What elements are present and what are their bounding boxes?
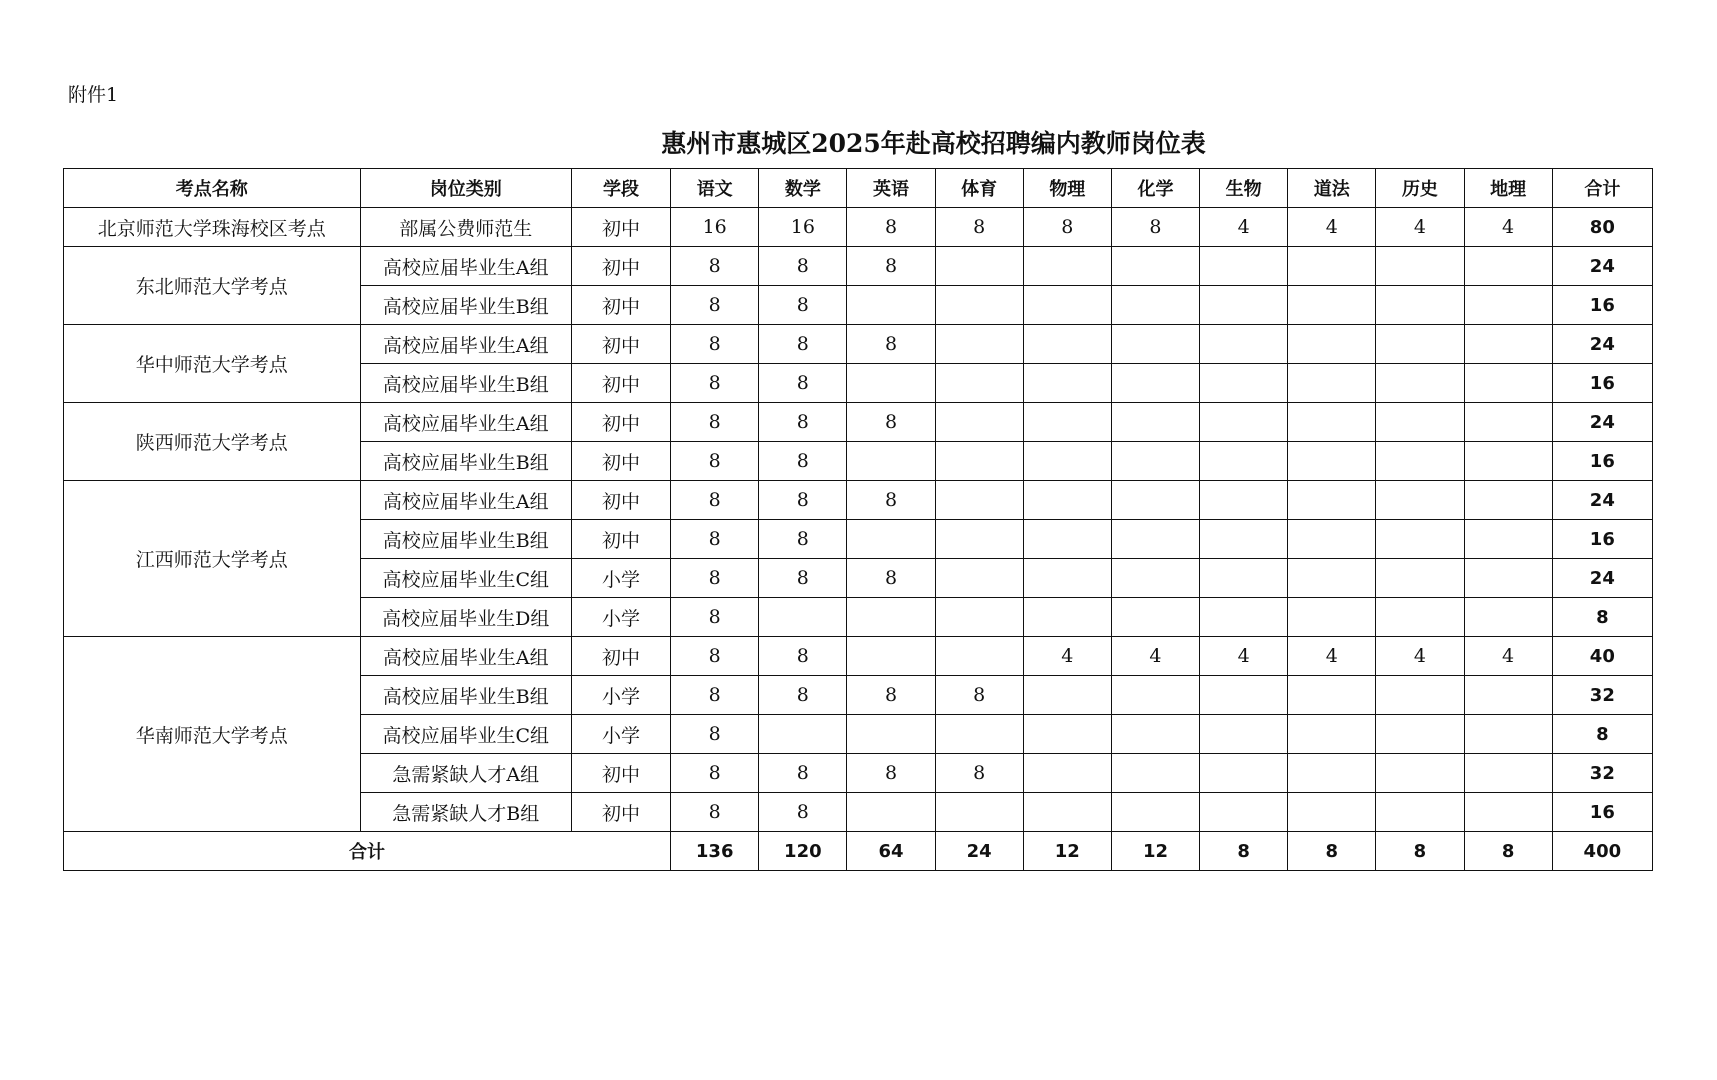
school-stage-cell: 初中 <box>571 364 670 403</box>
subject-count-cell <box>1376 715 1464 754</box>
subject-count-cell <box>1288 715 1376 754</box>
subject-count-cell <box>1023 715 1111 754</box>
subject-count-cell <box>1464 364 1552 403</box>
subject-count-cell: 8 <box>759 637 847 676</box>
subject-count-cell <box>1200 325 1288 364</box>
subject-count-cell <box>1464 481 1552 520</box>
summary-subject-total-cell: 24 <box>935 832 1023 871</box>
subject-count-cell <box>935 442 1023 481</box>
subject-count-cell: 8 <box>671 793 759 832</box>
row-total-cell: 24 <box>1552 481 1652 520</box>
subject-count-cell <box>1376 754 1464 793</box>
school-stage-cell: 初中 <box>571 286 670 325</box>
subject-count-cell: 8 <box>671 520 759 559</box>
subject-count-cell: 8 <box>759 793 847 832</box>
subject-count-cell: 8 <box>847 247 935 286</box>
subject-count-cell <box>1464 676 1552 715</box>
page-title: 惠州市惠城区2025年赴高校招聘编内教师岗位表 <box>661 129 1206 158</box>
subject-count-cell: 8 <box>671 715 759 754</box>
subject-count-cell <box>1200 598 1288 637</box>
header-site: 考点名称 <box>64 169 361 208</box>
header-category: 岗位类别 <box>360 169 571 208</box>
subject-count-cell: 8 <box>759 247 847 286</box>
subject-count-cell <box>1464 442 1552 481</box>
row-total-cell: 32 <box>1552 676 1652 715</box>
subject-count-cell: 8 <box>759 481 847 520</box>
subject-count-cell <box>1023 520 1111 559</box>
subject-count-cell <box>1464 520 1552 559</box>
school-stage-cell: 小学 <box>571 559 670 598</box>
row-total-cell: 8 <box>1552 715 1652 754</box>
subject-count-cell <box>935 481 1023 520</box>
subject-count-cell <box>1200 364 1288 403</box>
subject-count-cell: 8 <box>671 637 759 676</box>
subject-count-cell: 8 <box>1111 208 1199 247</box>
subject-count-cell <box>1023 676 1111 715</box>
subject-count-cell <box>1023 286 1111 325</box>
subject-count-cell: 8 <box>935 208 1023 247</box>
subject-count-cell <box>935 403 1023 442</box>
subject-count-cell: 8 <box>671 325 759 364</box>
subject-count-cell: 8 <box>759 520 847 559</box>
school-stage-cell: 初中 <box>571 754 670 793</box>
subject-count-cell: 8 <box>671 676 759 715</box>
position-category-cell: 高校应届毕业生C组 <box>360 559 571 598</box>
subject-count-cell <box>1023 598 1111 637</box>
header-math: 数学 <box>759 169 847 208</box>
school-stage-cell: 小学 <box>571 676 670 715</box>
subject-count-cell <box>935 286 1023 325</box>
row-total-cell: 80 <box>1552 208 1652 247</box>
subject-count-cell <box>1288 247 1376 286</box>
subject-count-cell <box>847 793 935 832</box>
subject-count-cell <box>1111 559 1199 598</box>
row-total-cell: 16 <box>1552 793 1652 832</box>
subject-count-cell <box>1288 520 1376 559</box>
subject-count-cell <box>1288 676 1376 715</box>
subject-count-cell <box>759 598 847 637</box>
header-stage: 学段 <box>571 169 670 208</box>
subject-count-cell: 8 <box>671 364 759 403</box>
subject-count-cell <box>1376 676 1464 715</box>
school-stage-cell: 初中 <box>571 442 670 481</box>
subject-count-cell <box>1111 676 1199 715</box>
position-category-cell: 高校应届毕业生B组 <box>360 520 571 559</box>
subject-count-cell <box>1464 793 1552 832</box>
subject-count-cell: 8 <box>847 208 935 247</box>
position-category-cell: 高校应届毕业生A组 <box>360 481 571 520</box>
subject-count-cell <box>1464 403 1552 442</box>
subject-count-cell: 8 <box>847 559 935 598</box>
positions-table <box>63 168 1653 871</box>
school-stage-cell: 初中 <box>571 520 670 559</box>
position-category-cell: 高校应届毕业生A组 <box>360 403 571 442</box>
school-stage-cell: 初中 <box>571 325 670 364</box>
subject-count-cell <box>1288 754 1376 793</box>
row-total-cell: 24 <box>1552 247 1652 286</box>
subject-count-cell <box>1288 481 1376 520</box>
header-morality-law: 道法 <box>1288 169 1376 208</box>
table-row <box>64 637 1653 676</box>
header-biology: 生物 <box>1200 169 1288 208</box>
subject-count-cell: 8 <box>759 286 847 325</box>
subject-count-cell <box>935 559 1023 598</box>
subject-count-cell <box>1111 754 1199 793</box>
subject-count-cell <box>1376 286 1464 325</box>
position-category-cell: 高校应届毕业生B组 <box>360 676 571 715</box>
subject-count-cell: 4 <box>1023 637 1111 676</box>
subject-count-cell <box>935 793 1023 832</box>
subject-count-cell <box>1200 520 1288 559</box>
subject-count-cell <box>935 364 1023 403</box>
subject-count-cell <box>1111 481 1199 520</box>
table-row <box>64 208 1653 247</box>
subject-count-cell <box>1111 247 1199 286</box>
subject-count-cell <box>1464 598 1552 637</box>
position-category-cell: 高校应届毕业生A组 <box>360 325 571 364</box>
subject-count-cell: 8 <box>671 481 759 520</box>
subject-count-cell: 8 <box>847 403 935 442</box>
subject-count-cell: 8 <box>671 403 759 442</box>
subject-count-cell <box>1376 325 1464 364</box>
subject-count-cell <box>847 364 935 403</box>
subject-count-cell: 4 <box>1464 208 1552 247</box>
summary-label-cell: 合计 <box>64 832 671 871</box>
school-stage-cell: 初中 <box>571 481 670 520</box>
school-stage-cell: 初中 <box>571 247 670 286</box>
subject-count-cell <box>847 637 935 676</box>
subject-count-cell <box>1288 442 1376 481</box>
subject-count-cell <box>1464 559 1552 598</box>
subject-count-cell <box>1200 754 1288 793</box>
subject-count-cell <box>1464 754 1552 793</box>
school-stage-cell: 小学 <box>571 715 670 754</box>
subject-count-cell: 4 <box>1200 637 1288 676</box>
subject-count-cell <box>1288 793 1376 832</box>
row-total-cell: 8 <box>1552 598 1652 637</box>
school-stage-cell: 小学 <box>571 598 670 637</box>
subject-count-cell: 8 <box>935 754 1023 793</box>
position-category-cell: 高校应届毕业生A组 <box>360 247 571 286</box>
site-name-cell: 东北师范大学考点 <box>64 247 361 325</box>
table-row <box>64 403 1653 442</box>
subject-count-cell <box>1376 520 1464 559</box>
subject-count-cell <box>1200 481 1288 520</box>
summary-subject-total-cell: 12 <box>1111 832 1199 871</box>
subject-count-cell <box>1464 247 1552 286</box>
subject-count-cell <box>1288 364 1376 403</box>
subject-count-cell: 16 <box>759 208 847 247</box>
subject-count-cell <box>1376 793 1464 832</box>
subject-count-cell <box>1111 403 1199 442</box>
header-english: 英语 <box>847 169 935 208</box>
subject-count-cell <box>1200 715 1288 754</box>
subject-count-cell: 4 <box>1288 637 1376 676</box>
subject-count-cell: 8 <box>671 598 759 637</box>
header-chinese: 语文 <box>671 169 759 208</box>
subject-count-cell <box>1111 325 1199 364</box>
subject-count-cell <box>1376 247 1464 286</box>
subject-count-cell <box>1376 403 1464 442</box>
subject-count-cell <box>935 520 1023 559</box>
subject-count-cell <box>1111 598 1199 637</box>
subject-count-cell <box>1111 520 1199 559</box>
subject-count-cell <box>1288 403 1376 442</box>
header-history: 历史 <box>1376 169 1464 208</box>
row-total-cell: 16 <box>1552 442 1652 481</box>
subject-count-cell <box>1023 247 1111 286</box>
subject-count-cell <box>935 637 1023 676</box>
subject-count-cell <box>1111 286 1199 325</box>
subject-count-cell <box>1023 442 1111 481</box>
subject-count-cell: 4 <box>1200 208 1288 247</box>
subject-count-cell <box>1376 559 1464 598</box>
subject-count-cell: 8 <box>759 676 847 715</box>
subject-count-cell: 16 <box>671 208 759 247</box>
table-body <box>64 208 1653 871</box>
summary-row <box>64 832 1653 871</box>
position-category-cell: 高校应届毕业生B组 <box>360 286 571 325</box>
subject-count-cell: 8 <box>847 325 935 364</box>
subject-count-cell: 8 <box>759 364 847 403</box>
row-total-cell: 24 <box>1552 325 1652 364</box>
site-name-cell: 北京师范大学珠海校区考点 <box>64 208 361 247</box>
summary-subject-total-cell: 120 <box>759 832 847 871</box>
subject-count-cell <box>847 286 935 325</box>
summary-subject-total-cell: 64 <box>847 832 935 871</box>
site-name-cell: 江西师范大学考点 <box>64 481 361 637</box>
subject-count-cell <box>935 325 1023 364</box>
subject-count-cell <box>1111 715 1199 754</box>
summary-subject-total-cell: 12 <box>1023 832 1111 871</box>
subject-count-cell <box>935 715 1023 754</box>
subject-count-cell: 4 <box>1376 637 1464 676</box>
subject-count-cell <box>1023 403 1111 442</box>
table-row <box>64 481 1653 520</box>
position-category-cell: 高校应届毕业生A组 <box>360 637 571 676</box>
subject-count-cell <box>759 715 847 754</box>
position-category-cell: 急需紧缺人才A组 <box>360 754 571 793</box>
subject-count-cell: 8 <box>671 286 759 325</box>
subject-count-cell <box>847 520 935 559</box>
subject-count-cell <box>1200 676 1288 715</box>
site-name-cell: 华中师范大学考点 <box>64 325 361 403</box>
subject-count-cell: 4 <box>1111 637 1199 676</box>
summary-subject-total-cell: 8 <box>1200 832 1288 871</box>
subject-count-cell: 4 <box>1288 208 1376 247</box>
header-geography: 地理 <box>1464 169 1552 208</box>
subject-count-cell: 8 <box>759 403 847 442</box>
position-category-cell: 高校应届毕业生B组 <box>360 442 571 481</box>
subject-count-cell <box>847 442 935 481</box>
school-stage-cell: 初中 <box>571 403 670 442</box>
subject-count-cell <box>1111 442 1199 481</box>
subject-count-cell <box>1200 793 1288 832</box>
subject-count-cell: 8 <box>759 754 847 793</box>
subject-count-cell: 8 <box>671 754 759 793</box>
subject-count-cell <box>1023 325 1111 364</box>
subject-count-cell <box>1200 442 1288 481</box>
subject-count-cell <box>1464 286 1552 325</box>
summary-subject-total-cell: 136 <box>671 832 759 871</box>
subject-count-cell: 8 <box>935 676 1023 715</box>
position-category-cell: 部属公费师范生 <box>360 208 571 247</box>
subject-count-cell <box>935 598 1023 637</box>
summary-subject-total-cell: 8 <box>1376 832 1464 871</box>
subject-count-cell: 8 <box>671 559 759 598</box>
subject-count-cell: 8 <box>847 676 935 715</box>
subject-count-cell: 8 <box>759 442 847 481</box>
subject-count-cell <box>1288 325 1376 364</box>
subject-count-cell <box>847 715 935 754</box>
row-total-cell: 40 <box>1552 637 1652 676</box>
subject-count-cell <box>1200 403 1288 442</box>
header-chemistry: 化学 <box>1111 169 1199 208</box>
site-name-cell: 华南师范大学考点 <box>64 637 361 832</box>
table-row <box>64 325 1653 364</box>
subject-count-cell: 8 <box>1023 208 1111 247</box>
subject-count-cell <box>1376 598 1464 637</box>
subject-count-cell <box>1111 793 1199 832</box>
header-total: 合计 <box>1552 169 1652 208</box>
row-total-cell: 24 <box>1552 403 1652 442</box>
subject-count-cell <box>1023 559 1111 598</box>
row-total-cell: 16 <box>1552 286 1652 325</box>
header-pe: 体育 <box>935 169 1023 208</box>
subject-count-cell: 4 <box>1464 637 1552 676</box>
summary-subject-total-cell: 8 <box>1464 832 1552 871</box>
row-total-cell: 16 <box>1552 520 1652 559</box>
subject-count-cell <box>935 247 1023 286</box>
subject-count-cell <box>1023 481 1111 520</box>
subject-count-cell <box>1376 442 1464 481</box>
subject-count-cell <box>1288 559 1376 598</box>
summary-subject-total-cell: 8 <box>1288 832 1376 871</box>
subject-count-cell: 8 <box>671 247 759 286</box>
subject-count-cell: 8 <box>847 481 935 520</box>
subject-count-cell <box>1464 715 1552 754</box>
subject-count-cell <box>1288 286 1376 325</box>
subject-count-cell: 4 <box>1376 208 1464 247</box>
header-physics: 物理 <box>1023 169 1111 208</box>
subject-count-cell <box>1023 754 1111 793</box>
subject-count-cell <box>1200 247 1288 286</box>
subject-count-cell: 8 <box>759 559 847 598</box>
subject-count-cell: 8 <box>847 754 935 793</box>
subject-count-cell <box>1376 481 1464 520</box>
row-total-cell: 16 <box>1552 364 1652 403</box>
row-total-cell: 32 <box>1552 754 1652 793</box>
subject-count-cell <box>1200 559 1288 598</box>
subject-count-cell: 8 <box>759 325 847 364</box>
subject-count-cell <box>847 598 935 637</box>
site-name-cell: 陕西师范大学考点 <box>64 403 361 481</box>
subject-count-cell <box>1464 325 1552 364</box>
position-category-cell: 急需紧缺人才B组 <box>360 793 571 832</box>
subject-count-cell: 8 <box>671 442 759 481</box>
school-stage-cell: 初中 <box>571 793 670 832</box>
subject-count-cell <box>1200 286 1288 325</box>
subject-count-cell <box>1288 598 1376 637</box>
header-row <box>64 169 1653 208</box>
position-category-cell: 高校应届毕业生D组 <box>360 598 571 637</box>
subject-count-cell <box>1023 364 1111 403</box>
attachment-label: 附件1 <box>68 84 119 106</box>
position-category-cell: 高校应届毕业生B组 <box>360 364 571 403</box>
subject-count-cell <box>1376 364 1464 403</box>
subject-count-cell <box>1111 364 1199 403</box>
subject-count-cell <box>1023 793 1111 832</box>
table-row <box>64 247 1653 286</box>
school-stage-cell: 初中 <box>571 637 670 676</box>
position-category-cell: 高校应届毕业生C组 <box>360 715 571 754</box>
grand-total-cell: 400 <box>1552 832 1652 871</box>
row-total-cell: 24 <box>1552 559 1652 598</box>
school-stage-cell: 初中 <box>571 208 670 247</box>
